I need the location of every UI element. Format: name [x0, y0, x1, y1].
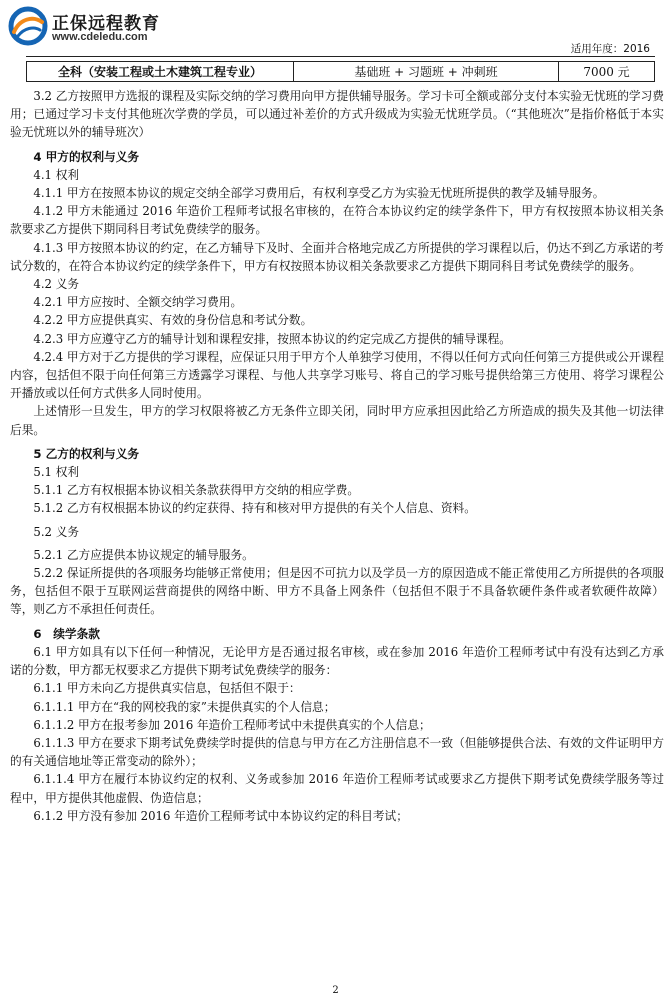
- paragraph: 6.1.1 甲方未向乙方提供真实信息，包括但不限于：: [33, 681, 301, 696]
- paragraph: 上述情形一旦发生，甲方的学习权限将被乙方无条件立即关闭，同时甲方应承担因此给乙方所造成的损失及其他一切法律后果。: [10, 404, 664, 437]
- paragraph: 6.1.1.3 甲方在要求下期考试免费续学时提供的信息与甲方在乙方注册信息不一致（但能够提供合法、有效的文件证明甲方的有关通信地址等正常变动的除外）；: [10, 735, 664, 769]
- section-heading: 6 续学条款: [33, 626, 100, 641]
- paragraph: 5.2.2 保证所提供的各项服务均能够正常使用；但是因不可抗力以及学员一方的原因造成不能正常使用乙方所提供的各项服务，包括但不限于互联网运营商提供的网络中断、甲方不具备上网条件（包括但不限于不具备软硬件条件或者软硬件故障）等，则乙方不承担任何责任。: [10, 566, 664, 617]
- paragraph: 6.1.1.1 甲方在“我的网校我的家”未提供真实的个人信息；: [33, 699, 336, 714]
- section-heading: 4 甲方的权利与义务: [33, 149, 140, 164]
- brand-url: www.cdeledu.com: [52, 31, 148, 43]
- paragraph: 4.2.1 甲方应按时、全额交纳学习费用。: [33, 295, 243, 310]
- course-price: 7000 元: [559, 62, 655, 82]
- page-header: [0, 0, 671, 58]
- paragraph: 5.2 义务: [33, 524, 80, 539]
- paragraph: 4.1 权利: [33, 167, 80, 182]
- paragraph: 5.1 权利: [33, 465, 80, 480]
- paragraph: 4.1.1 甲方在按照本协议的规定交纳全部学习费用后，有权利享受乙方为实验无忧班所提供的教学及辅导服务。: [33, 186, 605, 201]
- agreement-body: [10, 87, 664, 825]
- paragraph: 4.2.4 甲方对于乙方提供的学习课程，应保证只用于甲方个人单独学习使用，不得以任何方式向任何第三方提供或公开课程内容，包括但不限于向任何第三方透露学习课程、与他人共享学习账号、将自己的学习账号提供给第三方使用、将学习课程公开播放或以任何方式供多人同时使用。: [10, 349, 664, 401]
- paragraph: 6.1.1.4 甲方在履行本协议约定的权利、义务或参加 2016 年造价工程师考试或要求乙方提供下期考试免费续学服务等过程中，甲方提供其他虚假、伪造信息；: [10, 772, 664, 805]
- paragraph: 5.2.1 乙方应提供本协议规定的辅导服务。: [33, 547, 254, 562]
- course-classes: 基础班 + 习题班 + 冲刺班: [294, 62, 559, 82]
- course-row: [27, 62, 655, 82]
- course-subject: 全科（安装工程或土木建筑工程专业）: [27, 62, 294, 82]
- header-divider: [26, 56, 655, 57]
- course-table: [26, 61, 655, 82]
- paragraph: 5.1.2 乙方有权根据本协议的约定获得、持有和核对甲方提供的有关个人信息、资料。: [33, 501, 476, 516]
- cdeledu-logo-icon: [8, 6, 48, 46]
- section-heading: 5 乙方的权利与义务: [33, 446, 140, 461]
- paragraph: 4.2 义务: [33, 277, 80, 292]
- paragraph: 3.2 乙方按照甲方选报的课程及实际交纳的学习费用向甲方提供辅导服务。学习卡可全额或部分支付本实验无忧班的学习费用；已通过学习卡支付其他班次学费的学员，可以通过补差价的方式升级成为实验无忧班学员。（“其他班次”是指价格低于本实验无忧班以外的辅导班次）: [10, 89, 664, 140]
- paragraph: 6.1.1.2 甲方在报考参加 2016 年造价工程师考试中未提供真实的个人信息；: [33, 717, 431, 732]
- brand-name: 正保远程教育: [52, 14, 160, 34]
- year-label: 适用年度：2016: [570, 43, 650, 55]
- paragraph: 4.1.2 甲方未能通过 2016 年造价工程师考试报名审核的，在符合本协议约定的续学条件下，甲方有权按照本协议相关条款要求乙方提供下期同科目考试免费续学的服务。: [10, 204, 664, 237]
- paragraph: 6.1.2 甲方没有参加 2016 年造价工程师考试中本协议约定的科目考试；: [33, 808, 408, 823]
- paragraph: 6.1 甲方如具有以下任何一种情况，无论甲方是否通过报名审核，或在参加 2016 年造价工程师考试中有没有达到乙方承诺的分数，甲方都无权要求乙方提供下期考试免费续学的服务：: [10, 644, 664, 678]
- page-number: 2: [332, 985, 339, 996]
- paragraph: 4.2.3 甲方应遵守乙方的辅导计划和课程安排，按照本协议的约定完成乙方提供的辅导课程。: [33, 331, 511, 346]
- paragraph: 4.1.3 甲方按照本协议的约定，在乙方辅导下及时、全面并合格地完成乙方所提供的学习课程以后，仍达不到乙方承诺的考试分数的，在符合本协议约定的续学条件下，甲方有权按照本协议相关条款要求乙方提供下期同科目考试免费续学的服务。: [10, 240, 664, 273]
- paragraph: 4.2.2 甲方应提供真实、有效的身份信息和考试分数。: [33, 313, 313, 328]
- paragraph: 5.1.1 乙方有权根据本协议相关条款获得甲方交纳的相应学费。: [33, 483, 360, 498]
